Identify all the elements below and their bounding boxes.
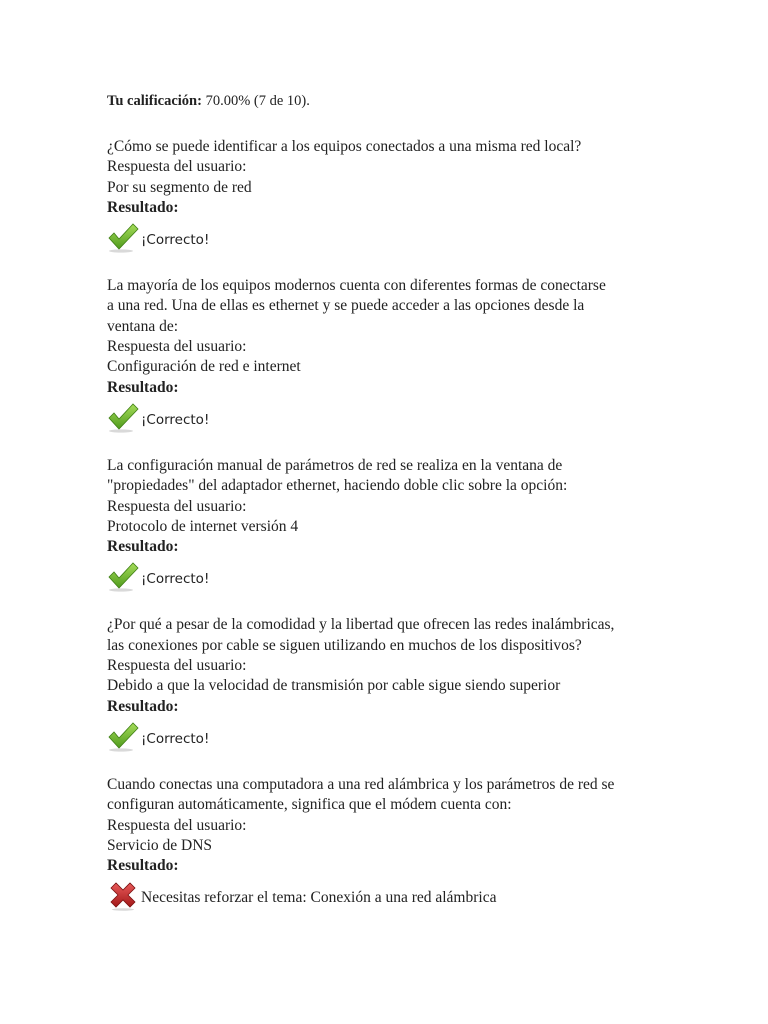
question-block	[107, 615, 687, 752]
result-row	[107, 878, 687, 912]
result-row	[107, 559, 687, 593]
question-text: ¿Cómo se puede identificar a los equipos conectados a una misma red local?	[107, 138, 582, 155]
quiz-results	[107, 91, 687, 934]
user-answer: Protocolo de internet versión 4	[107, 517, 299, 535]
question-block	[107, 456, 687, 593]
result-label: Resultado:	[107, 697, 179, 715]
result-row	[107, 719, 687, 753]
user-answer-label: Respuesta del usuario:	[107, 657, 247, 675]
user-answer-label: Respuesta del usuario:	[107, 497, 247, 515]
question-text: La configuración manual de parámetros de red se realiza en la ventana de "propiedades" del adaptador ethernet, haciendo doble clic sobre la opción:	[107, 456, 568, 495]
score-label: Tu calificación:	[107, 93, 202, 109]
result-row	[107, 400, 687, 434]
user-answer-label: Respuesta del usuario:	[107, 158, 247, 176]
check-icon	[107, 720, 139, 752]
user-answer: Configuración de red e internet	[107, 358, 301, 376]
result-label: Resultado:	[107, 857, 179, 875]
result-text: ¡Correcto!	[141, 411, 210, 428]
user-answer: Por su segmento de red	[107, 178, 252, 196]
result-label: Resultado:	[107, 198, 179, 216]
result-label: Resultado:	[107, 538, 179, 556]
score-line	[107, 91, 687, 111]
user-answer: Debido a que la velocidad de transmisión por cable sigue siendo superior	[107, 677, 561, 695]
result-text: ¡Correcto!	[141, 730, 210, 747]
check-icon	[107, 560, 139, 592]
question-text: La mayoría de los equipos modernos cuenta con diferentes formas de conectarse a una red. Una de ellas es ethernet y se puede acceder a las opciones desde la ventana de:	[107, 277, 606, 335]
question-block	[107, 276, 687, 434]
result-row	[107, 220, 687, 254]
question-text: ¿Por qué a pesar de la comodidad y la libertad que ofrecen las redes inalámbricas, las conexiones por cable se siguen utilizando en muchos de los dispositivos?	[107, 616, 615, 654]
check-icon	[107, 221, 139, 253]
cross-icon	[107, 879, 139, 911]
result-text: Necesitas reforzar el tema: Conexión a una red alámbrica	[141, 889, 497, 907]
question-block	[107, 137, 687, 254]
check-icon	[107, 401, 139, 433]
score-value: 70.00% (7 de 10).	[201, 93, 310, 109]
question-block	[107, 775, 687, 912]
result-text: ¡Correcto!	[141, 571, 210, 588]
result-text: ¡Correcto!	[141, 232, 210, 249]
user-answer: Servicio de DNS	[107, 836, 213, 854]
user-answer-label: Respuesta del usuario:	[107, 816, 247, 834]
user-answer-label: Respuesta del usuario:	[107, 338, 247, 356]
result-label: Resultado:	[107, 378, 179, 396]
question-text: Cuando conectas una computadora a una red alámbrica y los parámetros de red se configuran automáticamente, significa que el módem cuenta con:	[107, 775, 615, 814]
